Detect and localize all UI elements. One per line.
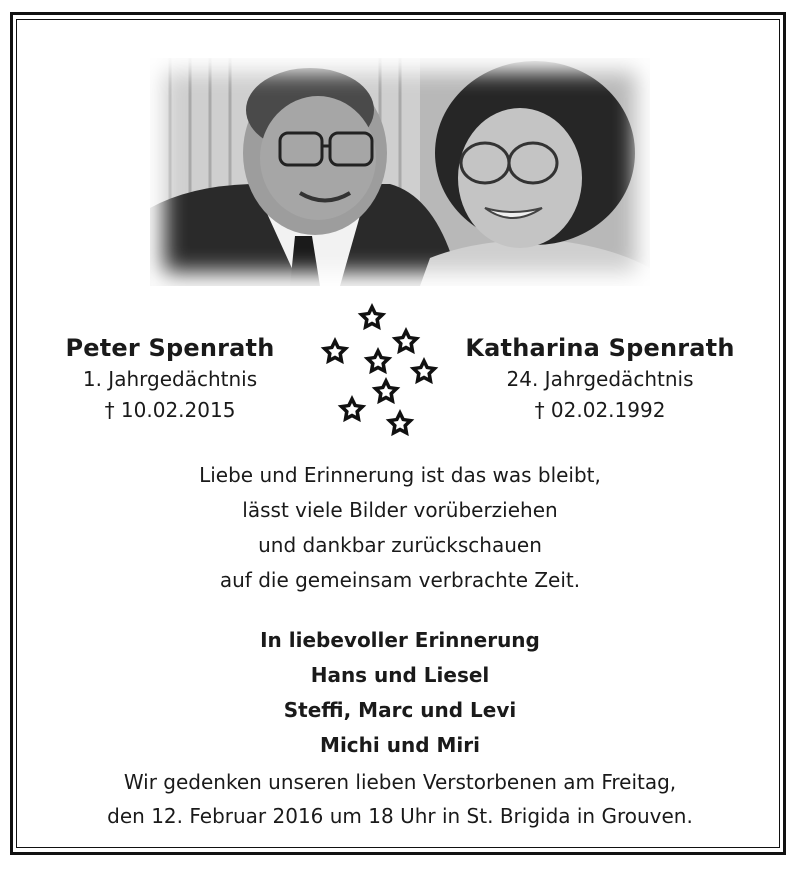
- memorial-service-notice: [0, 765, 800, 833]
- poem-line: auf die gemeinsam verbrachte Zeit.: [219, 568, 581, 592]
- poem-line: und dankbar zurückschauen: [258, 533, 542, 557]
- mourners-list: [0, 623, 800, 763]
- mourner-line: Hans und Liesel: [310, 663, 490, 687]
- left-person-name: Peter Spenrath: [65, 334, 275, 362]
- notice-line: Wir gedenken unseren lieben Verstorbenen am Freitag,: [123, 770, 677, 794]
- mourner-line: Michi und Miri: [320, 733, 480, 757]
- notice-line: den 12. Februar 2016 um 18 Uhr in St. Brigida in Grouven.: [107, 804, 693, 828]
- couple-photo: [150, 58, 650, 286]
- poem-line: lässt viele Bilder vorüberziehen: [242, 498, 558, 522]
- mourner-line: Steffi, Marc und Levi: [283, 698, 517, 722]
- mourners-heading: In liebevoller Erinnerung: [260, 628, 540, 652]
- right-person-name: Katharina Spenrath: [465, 334, 735, 362]
- left-person-anniversary: 1. Jahrgedächtnis: [82, 367, 258, 391]
- left-person-block: [20, 332, 320, 426]
- poem: [0, 458, 800, 598]
- left-person-death-date: † 10.02.2015: [104, 398, 236, 422]
- star-cluster-icon: [310, 300, 450, 440]
- poem-line: Liebe und Erinnerung ist das was bleibt,: [199, 463, 601, 487]
- right-person-death-date: † 02.02.1992: [534, 398, 666, 422]
- right-person-block: [450, 332, 750, 426]
- right-person-anniversary: 24. Jahrgedächtnis: [506, 367, 694, 391]
